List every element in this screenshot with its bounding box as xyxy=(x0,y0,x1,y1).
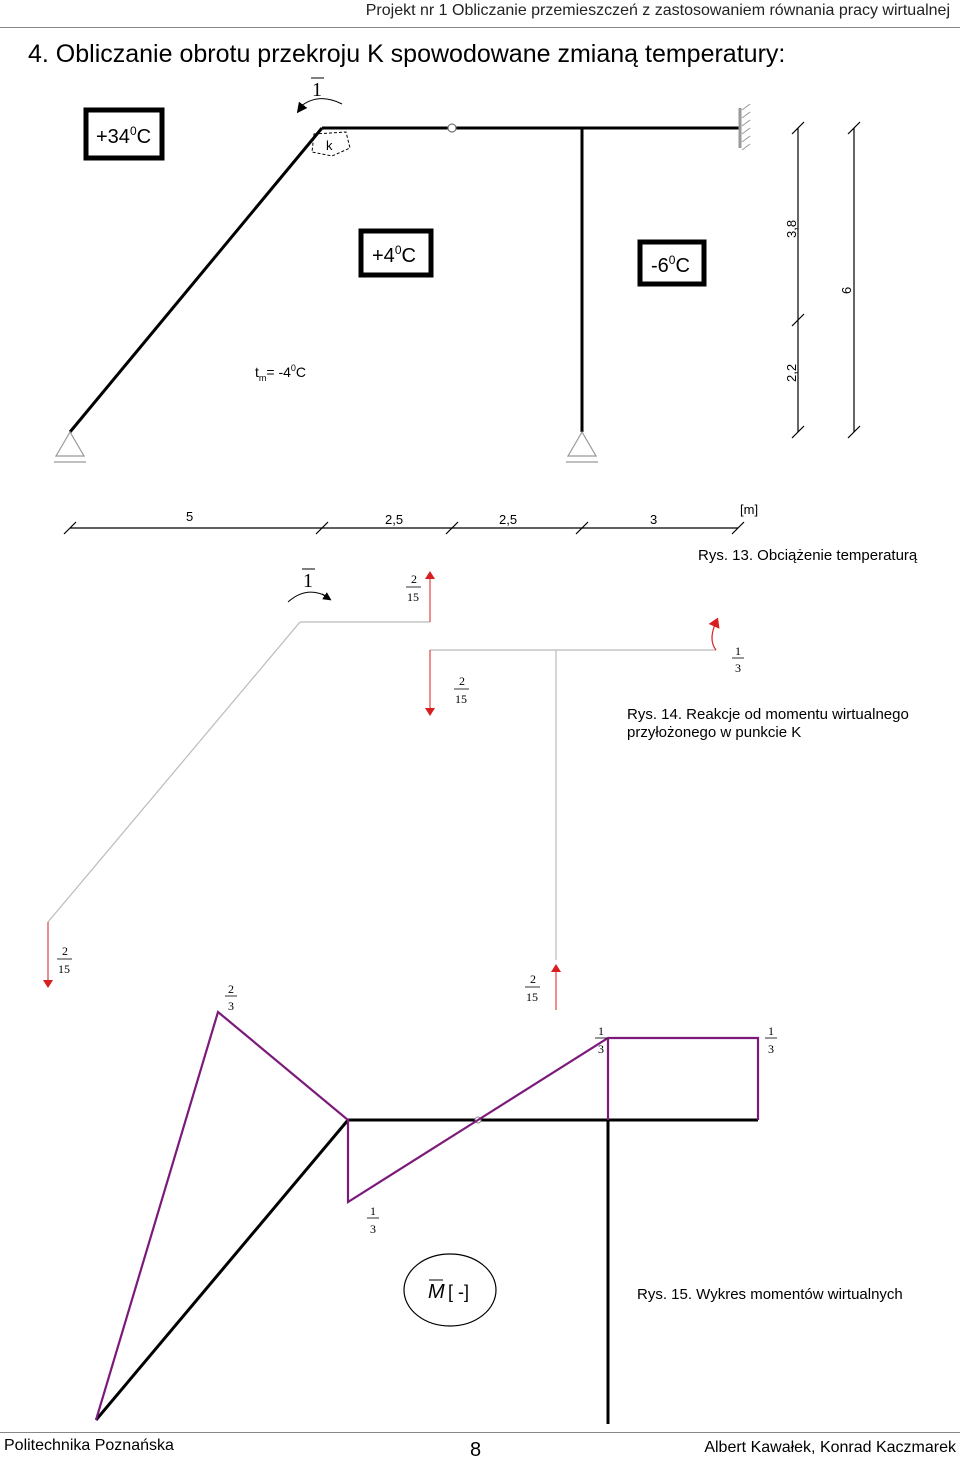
caption-fig13: Rys. 13. Obciążenie temperaturą xyxy=(698,547,918,564)
reaction-moment-arrow xyxy=(712,622,716,650)
dim-h-3: 2,5 xyxy=(499,512,518,527)
fraction-r2 xyxy=(454,674,469,706)
footer-left: Politechnika Poznańska xyxy=(4,1437,174,1454)
svg-text:15: 15 xyxy=(407,590,419,604)
caption-fig14-line1: Rys. 14. Reakcje od momentu wirtualnego xyxy=(627,706,909,723)
temp-2-value: $+4^0C$ xyxy=(372,243,416,267)
legend-unit: [ -] xyxy=(448,1282,469,1302)
fraction-v4 xyxy=(367,1204,379,1236)
virtual-moment-arc-2 xyxy=(288,592,326,602)
section-title: 4. Obliczanie obrotu przekroju K spowodowane zmianą temperatury: xyxy=(28,40,786,68)
svg-text:2: 2 xyxy=(228,982,234,996)
hinge-icon xyxy=(448,124,456,132)
dim-upper: 3,8 xyxy=(784,219,799,238)
figure-14-virtual-reactions xyxy=(48,569,744,1010)
dim-total: 6 xyxy=(839,286,854,294)
svg-text:3: 3 xyxy=(598,1042,604,1056)
svg-text:15: 15 xyxy=(526,990,538,1004)
horizontal-dimensions xyxy=(64,522,744,534)
svg-text:3: 3 xyxy=(370,1222,376,1236)
moment-diagram-polyline xyxy=(96,1012,758,1420)
svg-text:3: 3 xyxy=(768,1042,774,1056)
svg-text:1: 1 xyxy=(735,644,741,658)
section-k-label: k xyxy=(326,138,333,153)
svg-text:2: 2 xyxy=(411,572,417,586)
svg-text:2: 2 xyxy=(530,972,536,986)
frame-diagonal-base xyxy=(96,1120,348,1420)
temp-1-value: $+34^0C$ xyxy=(96,124,152,148)
temp-3-value: $-6^0C$ xyxy=(651,253,690,277)
dim-h-4: 3 xyxy=(650,512,658,527)
figure-15-virtual-moment-diagram xyxy=(96,982,777,1424)
dim-h-1: 5 xyxy=(186,509,194,524)
svg-text:1: 1 xyxy=(370,1204,376,1218)
footer-divider xyxy=(0,1432,960,1433)
footer-right: Albert Kawałek, Konrad Kaczmarek xyxy=(704,1439,956,1456)
figure-13-temperature-load xyxy=(54,78,860,534)
svg-text:15: 15 xyxy=(455,692,467,706)
fixed-support-icon xyxy=(740,104,750,150)
legend-symbol: M xyxy=(428,1281,445,1303)
page-header: Projekt nr 1 Obliczanie przemieszczeń z zastosowaniem równania pracy wirtualnej xyxy=(365,2,950,19)
svg-text:2: 2 xyxy=(62,944,68,958)
fraction-v3 xyxy=(765,1024,777,1056)
fraction-r4 xyxy=(57,944,72,976)
frame-diagonal-thin xyxy=(48,622,300,922)
svg-text:1: 1 xyxy=(598,1024,604,1038)
dim-lower: 2,2 xyxy=(784,363,799,382)
page-number: 8 xyxy=(470,1439,482,1461)
tm-label: $t_m= -4^0C$ xyxy=(255,363,307,383)
vertical-dimensions xyxy=(792,122,860,438)
moment-legend xyxy=(404,1254,496,1326)
pin-support-right-icon xyxy=(566,432,598,462)
unit-label: [m] xyxy=(740,502,759,517)
fraction-v1 xyxy=(225,982,237,1013)
svg-text:1: 1 xyxy=(768,1024,774,1038)
caption-fig14-line2: przyłożonego w punkcie K xyxy=(627,724,802,741)
svg-text:15: 15 xyxy=(58,962,70,976)
fraction-r3 xyxy=(732,644,744,675)
frame-diagonal-bar xyxy=(70,128,322,432)
caption-fig15: Rys. 15. Wykres momentów wirtualnych xyxy=(637,1286,903,1303)
svg-text:3: 3 xyxy=(228,999,234,1013)
svg-text:2: 2 xyxy=(459,674,465,688)
moment-label: 1 xyxy=(312,79,322,101)
dim-h-2: 2,5 xyxy=(385,512,404,527)
fraction-r5 xyxy=(525,972,540,1004)
pin-support-left-icon xyxy=(54,432,86,462)
svg-text:3: 3 xyxy=(735,661,741,675)
fraction-r1 xyxy=(406,572,421,604)
moment-label-2: 1 xyxy=(303,570,313,592)
